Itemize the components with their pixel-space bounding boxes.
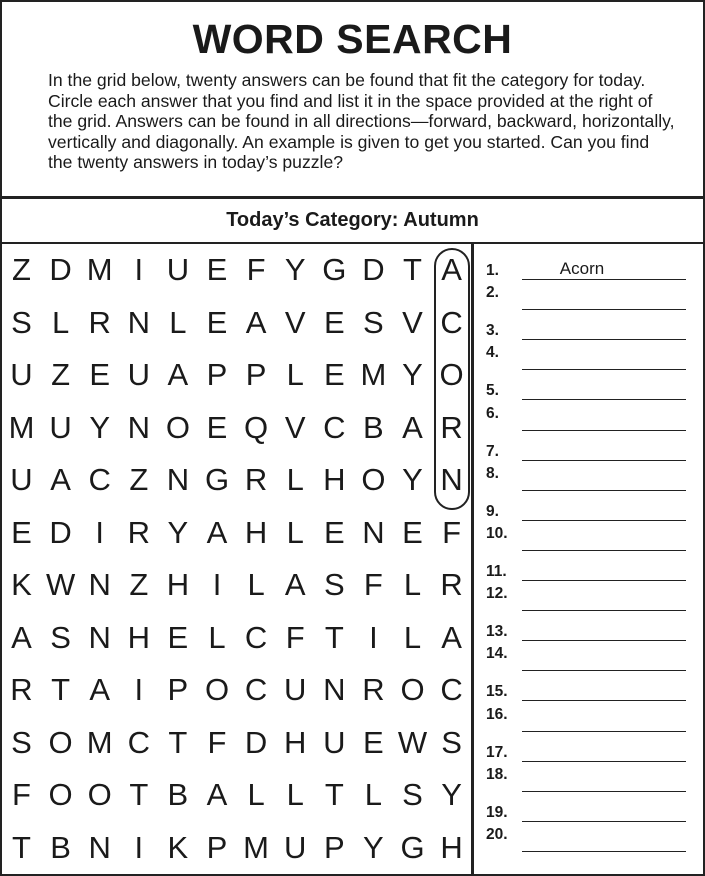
grid-letter[interactable]: Y bbox=[441, 777, 462, 812]
grid-letter[interactable]: H bbox=[323, 462, 346, 497]
answer-number: 3. bbox=[486, 322, 499, 340]
grid-letter[interactable]: N bbox=[323, 672, 346, 707]
grid-letter[interactable]: L bbox=[364, 777, 383, 812]
grid-letter[interactable]: R bbox=[440, 567, 463, 602]
grid-letter[interactable]: C bbox=[440, 304, 463, 340]
grid-letter[interactable]: F bbox=[207, 724, 227, 760]
answer-line[interactable] bbox=[522, 761, 686, 762]
grid-letter[interactable]: R bbox=[10, 672, 33, 707]
grid-letter[interactable]: C bbox=[88, 462, 111, 497]
grid-letter[interactable]: P bbox=[206, 357, 228, 392]
answer-list bbox=[474, 244, 703, 874]
answer-row bbox=[474, 524, 703, 557]
grid-letter[interactable]: A bbox=[167, 357, 189, 392]
grid-letter[interactable]: U bbox=[283, 829, 307, 865]
grid-letter[interactable]: B bbox=[363, 409, 384, 445]
grid-letter[interactable]: L bbox=[403, 619, 422, 655]
grid-letter[interactable]: L bbox=[286, 357, 304, 392]
grid-row bbox=[2, 507, 474, 560]
grid-letter[interactable]: E bbox=[167, 619, 189, 655]
grid-letter[interactable]: U bbox=[323, 724, 346, 760]
grid-letter[interactable]: A bbox=[50, 462, 71, 497]
grid-letter[interactable]: K bbox=[11, 567, 32, 602]
grid-letter[interactable]: C bbox=[323, 409, 346, 445]
grid-letter[interactable]: D bbox=[244, 724, 268, 760]
grid-letter[interactable]: R bbox=[244, 462, 268, 497]
grid-letter[interactable]: Y bbox=[402, 357, 423, 392]
grid-letter[interactable]: L bbox=[247, 567, 265, 602]
grid-row bbox=[2, 349, 474, 402]
answer-number: 18. bbox=[486, 765, 508, 783]
answer-row bbox=[474, 647, 703, 677]
grid-letter[interactable]: O bbox=[439, 357, 464, 392]
grid-letter[interactable]: A bbox=[11, 619, 32, 655]
grid-letter[interactable]: H bbox=[440, 829, 463, 865]
puzzle-header bbox=[2, 2, 703, 199]
answer-line[interactable] bbox=[522, 700, 686, 701]
grid-letter[interactable]: P bbox=[323, 829, 345, 865]
grid-letter[interactable]: M bbox=[8, 409, 35, 445]
grid-letter[interactable]: E bbox=[402, 514, 423, 550]
answer-number: 15. bbox=[486, 683, 508, 701]
grid-letter[interactable]: D bbox=[49, 252, 72, 287]
grid-letter[interactable]: S bbox=[323, 567, 345, 602]
answer-line[interactable] bbox=[522, 851, 686, 852]
answer-number: 1. bbox=[486, 262, 499, 279]
grid-letter[interactable]: L bbox=[51, 304, 70, 340]
answer-number: 4. bbox=[486, 344, 499, 362]
grid-letter[interactable]: L bbox=[208, 619, 226, 655]
grid-row bbox=[2, 664, 474, 717]
grid-letter[interactable]: Z bbox=[12, 252, 31, 287]
grid-letter[interactable]: I bbox=[95, 514, 104, 550]
grid-row bbox=[2, 244, 474, 297]
answer-row bbox=[474, 437, 703, 467]
grid-letter[interactable]: A bbox=[284, 567, 306, 602]
grid-letter[interactable]: A bbox=[206, 777, 228, 812]
grid-letter[interactable]: N bbox=[440, 462, 463, 497]
grid-letter[interactable]: L bbox=[286, 514, 304, 550]
grid-letter[interactable]: S bbox=[50, 619, 71, 655]
grid-letter[interactable]: R bbox=[440, 409, 463, 445]
grid-letter[interactable]: L bbox=[169, 304, 187, 340]
answer-number: 14. bbox=[486, 645, 508, 663]
answer-line[interactable] bbox=[522, 490, 686, 491]
grid-letter[interactable]: K bbox=[167, 829, 189, 865]
grid-letter[interactable]: O bbox=[361, 462, 386, 497]
grid-letter[interactable]: D bbox=[362, 252, 385, 287]
grid-row bbox=[2, 717, 474, 770]
answer-number: 11. bbox=[486, 563, 507, 580]
grid-letter[interactable]: I bbox=[369, 619, 378, 655]
grid-letter[interactable]: C bbox=[127, 724, 150, 760]
grid-letter[interactable]: E bbox=[363, 724, 384, 760]
answer-number: 13. bbox=[486, 623, 508, 641]
grid-letter[interactable]: R bbox=[127, 514, 150, 550]
grid-letter[interactable]: L bbox=[286, 777, 304, 812]
grid-letter[interactable]: T bbox=[12, 829, 31, 865]
grid-letter[interactable]: M bbox=[360, 357, 387, 392]
grid-letter[interactable]: S bbox=[11, 304, 32, 340]
grid-letter[interactable]: H bbox=[127, 619, 150, 655]
grid-letter[interactable]: E bbox=[206, 304, 228, 340]
grid-letter[interactable]: L bbox=[286, 462, 304, 497]
grid-letter[interactable]: E bbox=[323, 357, 345, 392]
answer-row bbox=[474, 587, 703, 617]
answer-number: 6. bbox=[486, 404, 499, 422]
answer-row bbox=[474, 617, 703, 647]
answer-number: 2. bbox=[486, 284, 499, 302]
grid-letter[interactable]: U bbox=[283, 672, 307, 707]
grid-letter[interactable]: E bbox=[206, 409, 228, 445]
grid-letter[interactable]: H bbox=[283, 724, 307, 760]
grid-letter[interactable]: T bbox=[324, 619, 344, 655]
grid-letter[interactable]: A bbox=[441, 252, 462, 287]
grid-letter[interactable]: U bbox=[10, 357, 33, 392]
answer-line[interactable] bbox=[522, 279, 686, 280]
answer-row bbox=[474, 738, 703, 768]
grid-letter[interactable]: A bbox=[245, 304, 267, 340]
answer-number: 9. bbox=[486, 502, 499, 520]
answer-row bbox=[474, 765, 703, 798]
answer-number: 10. bbox=[486, 524, 508, 542]
grid-letter[interactable]: P bbox=[167, 672, 189, 707]
grid-letter[interactable]: E bbox=[206, 252, 228, 287]
answer-number: 17. bbox=[486, 743, 508, 761]
grid-letter[interactable]: T bbox=[403, 252, 422, 287]
grid-letter[interactable]: I bbox=[134, 672, 144, 707]
grid-letter[interactable]: U bbox=[166, 252, 190, 287]
grid-letter[interactable]: O bbox=[87, 777, 112, 812]
answer-row bbox=[474, 705, 703, 738]
answer-line[interactable] bbox=[522, 731, 686, 732]
grid-letter[interactable]: V bbox=[284, 409, 306, 445]
grid-letter[interactable]: S bbox=[441, 724, 462, 760]
grid-letter[interactable]: N bbox=[127, 409, 150, 445]
grid-letter[interactable]: E bbox=[323, 304, 345, 340]
grid-row bbox=[2, 822, 474, 875]
answer-line[interactable] bbox=[522, 640, 686, 641]
grid-letter[interactable]: E bbox=[89, 357, 111, 392]
grid-letter[interactable]: D bbox=[49, 514, 72, 550]
answer-row bbox=[474, 677, 703, 707]
grid-letter[interactable]: G bbox=[322, 252, 347, 287]
answer-line[interactable] bbox=[522, 430, 686, 431]
answer-row bbox=[474, 376, 703, 406]
grid-letter[interactable]: C bbox=[244, 619, 268, 655]
grid-letter[interactable]: Z bbox=[129, 462, 149, 497]
grid-row bbox=[2, 769, 474, 822]
grid-letter[interactable]: U bbox=[127, 357, 150, 392]
grid-letter[interactable]: N bbox=[88, 567, 111, 602]
instructions-text: In the grid below, twenty answers can be found that fit the category for today. Circle each answer that you find and list it in the space provided at the right of the grid. Answers can be found in all directions—forward, backward, horizontally, vertically and diagonally. An example is given to get you started. Can you find the twenty answers in today’s puzzle? bbox=[48, 70, 675, 172]
answer-line[interactable] bbox=[522, 821, 686, 822]
grid-letter[interactable]: C bbox=[244, 672, 268, 707]
grid-letter[interactable]: E bbox=[11, 514, 32, 550]
answer-line[interactable] bbox=[522, 670, 686, 671]
answer-row bbox=[474, 404, 703, 437]
grid-letter[interactable]: Y bbox=[402, 462, 423, 497]
grid-letter[interactable]: N bbox=[362, 514, 385, 550]
answer-line[interactable] bbox=[522, 399, 686, 400]
grid-letter[interactable]: M bbox=[243, 829, 269, 865]
grid-letter[interactable]: A bbox=[441, 619, 462, 655]
grid-letter[interactable]: S bbox=[402, 777, 423, 812]
grid-letter[interactable]: P bbox=[206, 829, 228, 865]
letter-grid[interactable] bbox=[2, 244, 474, 874]
answer-row bbox=[474, 557, 703, 587]
grid-row bbox=[2, 402, 474, 455]
grid-letter[interactable]: A bbox=[402, 409, 423, 445]
answer-number: 16. bbox=[486, 705, 508, 723]
grid-letter[interactable]: B bbox=[50, 829, 71, 865]
grid-letter[interactable]: L bbox=[403, 567, 422, 602]
answer-line[interactable] bbox=[522, 339, 686, 340]
grid-letter[interactable]: F bbox=[285, 619, 305, 655]
grid-letter[interactable]: S bbox=[11, 724, 32, 760]
grid-letter[interactable]: O bbox=[48, 777, 73, 812]
grid-letter[interactable]: M bbox=[86, 724, 113, 760]
grid-letter[interactable]: N bbox=[166, 462, 190, 497]
grid-letter[interactable]: O bbox=[48, 724, 73, 760]
answer-line[interactable] bbox=[522, 369, 686, 370]
grid-letter[interactable]: O bbox=[204, 672, 230, 707]
grid-letter[interactable]: I bbox=[212, 567, 222, 602]
answer-number: 5. bbox=[486, 382, 499, 400]
grid-letter[interactable]: L bbox=[247, 777, 265, 812]
answer-number: 8. bbox=[486, 464, 499, 482]
answer-number: 19. bbox=[486, 803, 508, 821]
grid-letter[interactable]: T bbox=[51, 672, 71, 707]
answer-row bbox=[474, 286, 703, 316]
answer-line[interactable] bbox=[522, 580, 686, 581]
grid-letter[interactable]: R bbox=[362, 672, 385, 707]
example-answer-circle bbox=[434, 248, 470, 510]
answer-line[interactable] bbox=[522, 791, 686, 792]
grid-letter[interactable]: N bbox=[127, 304, 150, 340]
grid-letter[interactable]: P bbox=[245, 357, 267, 392]
grid-letter[interactable]: T bbox=[129, 777, 149, 812]
answer-row bbox=[474, 798, 703, 828]
grid-letter[interactable]: N bbox=[88, 829, 111, 865]
grid-letter[interactable]: H bbox=[166, 567, 190, 602]
grid-letter[interactable]: W bbox=[397, 724, 428, 760]
answer-row bbox=[474, 464, 703, 497]
grid-letter[interactable]: Y bbox=[284, 252, 306, 287]
grid-row bbox=[2, 559, 474, 612]
grid-letter[interactable]: Y bbox=[89, 409, 111, 445]
answer-row bbox=[474, 316, 703, 346]
grid-letter[interactable]: G bbox=[204, 462, 230, 497]
grid-letter[interactable]: U bbox=[10, 462, 33, 497]
page-title: WORD SEARCH bbox=[192, 16, 513, 62]
grid-letter[interactable]: A bbox=[206, 514, 228, 550]
grid-letter[interactable]: W bbox=[45, 567, 76, 602]
answer-row bbox=[474, 825, 703, 858]
grid-letter[interactable]: B bbox=[167, 777, 189, 812]
grid-letter[interactable]: Y bbox=[363, 829, 384, 865]
grid-letter[interactable]: R bbox=[88, 304, 111, 340]
grid-letter[interactable]: N bbox=[88, 619, 111, 655]
answer-row bbox=[474, 256, 703, 286]
grid-row bbox=[2, 297, 474, 350]
grid-letter[interactable]: Q bbox=[244, 409, 269, 445]
grid-letter[interactable]: Z bbox=[51, 357, 71, 392]
answer-number: 7. bbox=[486, 442, 499, 460]
grid-letter[interactable]: F bbox=[246, 252, 266, 287]
grid-letter[interactable]: A bbox=[89, 672, 111, 707]
answer-text[interactable]: Acorn bbox=[559, 259, 605, 278]
answer-number: 20. bbox=[486, 825, 508, 843]
grid-letter[interactable]: E bbox=[323, 514, 345, 550]
grid-letter[interactable]: G bbox=[400, 829, 425, 865]
grid-letter[interactable]: H bbox=[244, 514, 268, 550]
answer-row bbox=[474, 346, 703, 376]
grid-letter[interactable]: U bbox=[49, 409, 72, 445]
grid-letter[interactable]: O bbox=[165, 409, 190, 445]
answer-number: 12. bbox=[486, 585, 508, 603]
answer-line[interactable] bbox=[522, 550, 686, 551]
grid-letter[interactable]: O bbox=[400, 672, 425, 707]
grid-letter[interactable]: C bbox=[440, 672, 463, 707]
grid-letter[interactable]: F bbox=[442, 514, 462, 550]
answer-row bbox=[474, 497, 703, 527]
grid-letter[interactable]: T bbox=[324, 777, 344, 812]
answer-line[interactable] bbox=[522, 460, 686, 461]
grid-letter[interactable]: F bbox=[363, 567, 383, 602]
category-label: Today’s Category: Autumn bbox=[2, 199, 703, 244]
grid-letter[interactable]: F bbox=[12, 777, 31, 812]
grid-letter[interactable]: S bbox=[363, 304, 384, 340]
answer-line[interactable] bbox=[522, 309, 686, 310]
answer-line[interactable] bbox=[522, 610, 686, 611]
grid-letter[interactable]: M bbox=[86, 252, 113, 287]
grid-letter[interactable]: T bbox=[168, 724, 188, 760]
grid-letter[interactable]: Z bbox=[129, 567, 149, 602]
grid-letter[interactable]: Y bbox=[167, 514, 189, 550]
answer-line[interactable] bbox=[522, 520, 686, 521]
grid-letter[interactable]: V bbox=[402, 304, 423, 340]
grid-letter[interactable]: I bbox=[134, 252, 144, 287]
grid-row bbox=[2, 612, 474, 665]
grid-row bbox=[2, 454, 474, 507]
grid-letter[interactable]: I bbox=[134, 829, 144, 865]
grid-letter[interactable]: V bbox=[284, 304, 306, 340]
